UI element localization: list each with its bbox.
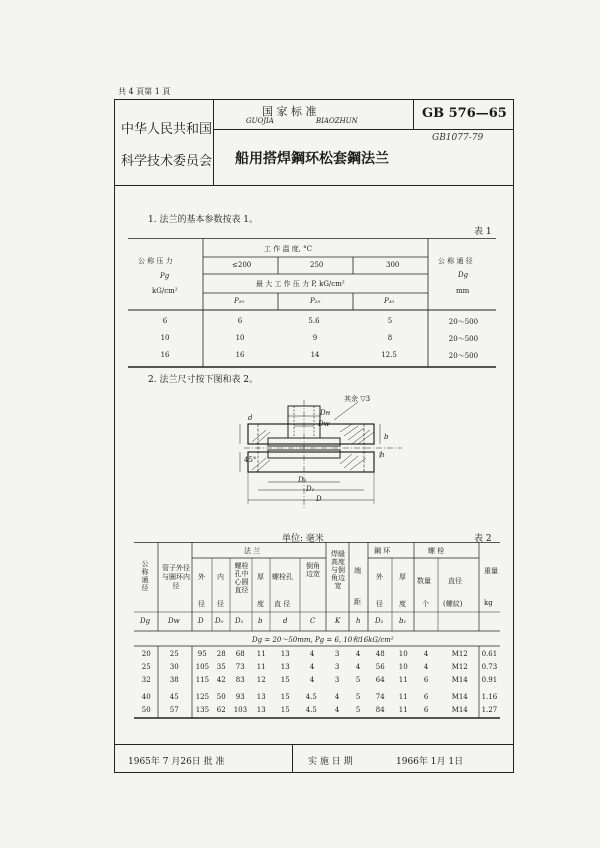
t1-cell: 8 <box>387 334 393 342</box>
t2-cell: 11 <box>398 693 408 701</box>
t2-h-dw: 管子外径与圈环内径 <box>162 564 190 591</box>
t2-cell: 38 <box>169 676 179 684</box>
t2-cell: 4 <box>334 706 340 714</box>
t2-cell: 4 <box>355 650 361 658</box>
issuer-line2: 科学技术委员会 <box>121 154 213 169</box>
t2-cell: 10 <box>398 650 408 658</box>
standard-type: 国 家 标 准 <box>262 105 317 118</box>
t2-cell: 93 <box>235 693 245 701</box>
t2-h-inner: 内 <box>217 573 224 581</box>
dim-d1: D₁ <box>306 485 315 493</box>
t2-cell: 12 <box>256 676 266 684</box>
dim-dw: Dw <box>318 420 330 428</box>
t1-h-temp: 工 作 温 度, °C <box>264 245 312 253</box>
t2-cell: 6 <box>423 676 429 684</box>
t1-h-p2: P₂₅ <box>310 297 321 305</box>
page-frame-left <box>114 185 115 744</box>
t2-cell: 4.5 <box>305 693 317 701</box>
t2-s-b: b <box>258 617 263 625</box>
t2-cell: 13 <box>256 706 266 714</box>
t1-h-pressure: 公 称 压 力 <box>138 257 173 265</box>
t1-h-dn-unit: mm <box>456 287 470 295</box>
t2-cell: 0.73 <box>481 663 498 671</box>
header-left-rule <box>114 99 115 185</box>
t2-h-weight: 重量 <box>484 567 498 575</box>
t2-cell: 4 <box>355 663 361 671</box>
t2-cell: 15 <box>280 676 290 684</box>
t2-cell: 3 <box>334 663 340 671</box>
t1-cell: 12.5 <box>381 351 397 359</box>
surface-roughness-note: 其余 ▽3 <box>344 395 371 403</box>
page-frame-right <box>513 99 514 744</box>
header-bottom-rule <box>114 185 514 186</box>
table2-label: 表 2 <box>474 534 492 544</box>
dim-d: d <box>248 414 253 422</box>
footer-left-rule <box>114 744 115 772</box>
t2-h-weld: 焊縫高度与倒角边宽 <box>331 550 345 591</box>
header-divider-1 <box>213 99 214 185</box>
t2-cell: 103 <box>233 706 248 714</box>
t2-cell: 50 <box>216 693 226 701</box>
t2-cell: 135 <box>195 706 210 714</box>
t1-cell: 16 <box>235 351 245 359</box>
effective-label: 实 施 日 期 <box>308 757 353 767</box>
t1-cell: 20～500 <box>448 335 479 343</box>
t2-cell: 13 <box>256 693 266 701</box>
t2-cell: 11 <box>398 706 408 714</box>
t2-cell: M14 <box>451 676 468 684</box>
section2-text: 2. 法兰尺寸按下图和表 2。 <box>148 375 259 385</box>
table1 <box>128 238 496 368</box>
t2-cell: 68 <box>235 650 245 658</box>
t2-cell: 25 <box>141 663 151 671</box>
t2-cell: 1.16 <box>481 693 498 701</box>
t2-cell: 115 <box>195 676 210 684</box>
t2-cell: 95 <box>197 650 207 658</box>
t1-cell: 20～500 <box>448 318 479 326</box>
t2-cell: 4.5 <box>305 706 317 714</box>
dim-d0: D₀ <box>298 476 307 484</box>
t2-cell: 45 <box>169 693 179 701</box>
t2-s-dg: Dg <box>140 617 151 625</box>
t2-cell: 4 <box>423 663 429 671</box>
t2-h-ring-outer: 外 <box>376 573 383 581</box>
t2-s-d: d <box>283 617 288 625</box>
t2-cell: 3 <box>334 676 340 684</box>
t2-h-thread: (螺紋) <box>443 600 463 608</box>
t2-cell: 62 <box>216 706 226 714</box>
t2-cell: 13 <box>280 663 290 671</box>
t2-s-D1: D₁ <box>235 617 244 625</box>
t1-h-maxp: 最 大 工 作 压 力 P, kG/cm² <box>256 280 345 288</box>
t1-h-pressure-unit: kG/cm² <box>152 287 178 295</box>
standard-pinyin-2: BIAOZHUN <box>316 117 358 125</box>
t2-cell: M12 <box>451 650 468 658</box>
standard-pinyin-1: GUOJIA <box>246 117 274 125</box>
t2-cell: 0.61 <box>481 650 498 658</box>
standard-number: GB 576—65 <box>422 106 507 121</box>
t2-s-D0: D₀ <box>215 617 224 625</box>
t2-s-D2: D₂ <box>375 617 384 625</box>
issuer-line1: 中华人民共和国 <box>121 122 213 137</box>
t2-h-qty-unit: 个 <box>422 600 429 608</box>
document-title: 船用搭焊鋼环松套鋼法兰 <box>235 151 389 167</box>
t2-h-hole: 螺栓孔 <box>272 573 293 581</box>
t2-cell: 105 <box>195 663 210 671</box>
t2-h-chamfer: 倒角边宽 <box>306 562 320 579</box>
t2-h-hole2: 直 径 <box>274 600 291 608</box>
t2-cell: 5 <box>355 706 361 714</box>
t1-h-t1: ≤200 <box>232 261 252 269</box>
t2-h-thick: 厚 <box>257 573 264 581</box>
header-top-rule <box>114 99 514 100</box>
t2-s-dw: Dw <box>168 617 180 625</box>
dim-h: h <box>380 451 385 459</box>
t2-cell: 10 <box>398 663 408 671</box>
t2-cell: 4 <box>309 650 315 658</box>
t2-h-thick2: 度 <box>257 600 264 608</box>
t1-cell: 6 <box>162 317 168 325</box>
header-divider-2 <box>413 99 414 129</box>
table2 <box>134 542 500 720</box>
t2-h-inner2: 径 <box>217 600 224 608</box>
t2-cell: 125 <box>195 693 210 701</box>
t2-s-D: D <box>198 617 204 625</box>
t2-cell: 30 <box>169 663 179 671</box>
t2-cell: 4 <box>334 693 340 701</box>
t2-h-flange: 法 兰 <box>244 547 261 555</box>
handwritten-alt-number: GB1077-79 <box>432 133 484 143</box>
t1-cell: 20～500 <box>448 352 479 360</box>
t2-cell: 15 <box>280 706 290 714</box>
t2-cell: 11 <box>398 676 408 684</box>
approval-date: 1965年 7 月26日 批 准 <box>128 757 225 767</box>
t2-cell: 6 <box>423 706 429 714</box>
t2-h-ring-thick: 厚 <box>399 573 406 581</box>
section1-text: 1. 法兰的基本参数按表 1。 <box>148 215 259 225</box>
effective-date: 1966年 1月 1日 <box>396 757 464 767</box>
t2-h-weight-unit: kg <box>484 599 493 607</box>
t2-cell: 4 <box>309 676 315 684</box>
t1-cell: 5.6 <box>308 317 320 325</box>
t1-h-p1: P₂₀ <box>234 297 245 305</box>
t2-s-K: K <box>335 617 341 625</box>
table2-unit: 单位: 毫米 <box>282 534 324 544</box>
t2-h-end2: 距 <box>354 598 361 606</box>
footer-bottom-rule <box>114 772 514 773</box>
t2-cell: 13 <box>280 650 290 658</box>
t2-h-bolt: 螺 栓 <box>428 547 445 555</box>
t2-cell: 11 <box>256 650 266 658</box>
t2-cell: 15 <box>280 693 290 701</box>
t2-h-ring-thick2: 度 <box>399 600 406 608</box>
t2-h-end: 端 <box>354 567 361 575</box>
t2-s-b1: b₁ <box>399 617 407 625</box>
t2-cell: 42 <box>216 676 226 684</box>
t2-cell: 25 <box>169 650 179 658</box>
dim-b: b <box>384 433 389 441</box>
t2-cell: 57 <box>169 706 179 714</box>
page-count: 共 4 頁第 1 頁 <box>118 87 171 96</box>
t2-cell: 35 <box>216 663 226 671</box>
t2-s-h: h <box>356 617 361 625</box>
t1-h-dn-sym: Dg <box>458 271 469 279</box>
t1-cell: 10 <box>235 334 245 342</box>
t1-h-pressure-sym: Pg <box>160 272 170 280</box>
footer-right-rule <box>513 744 514 772</box>
t2-cell: 1.27 <box>481 706 498 714</box>
dim-d-outer: D <box>316 495 322 503</box>
t2-cell: 74 <box>375 693 385 701</box>
t2-cell: 50 <box>141 706 151 714</box>
t2-h-ring-outer2: 径 <box>376 600 383 608</box>
t2-cell: M14 <box>451 693 468 701</box>
t1-cell: 16 <box>160 351 170 359</box>
t1-h-p3: P₃₀ <box>384 297 395 305</box>
t2-h-outer2: 径 <box>198 600 205 608</box>
t1-cell: 5 <box>387 317 393 325</box>
t2-cell: 11 <box>256 663 266 671</box>
header-mid-rule <box>213 129 514 130</box>
t2-h-dg: 公称通径 <box>141 560 149 592</box>
t2-cell: 6 <box>423 693 429 701</box>
t2-cell: 5 <box>355 676 361 684</box>
t1-h-t3: 300 <box>386 261 400 269</box>
t2-cell: 28 <box>216 650 226 658</box>
t2-cell: 5 <box>355 693 361 701</box>
t2-h-ring: 鋼 环 <box>374 547 391 555</box>
t2-cell: 56 <box>375 663 385 671</box>
t1-h-dn: 公 称 通 径 <box>438 257 473 265</box>
t2-h-dia: 直径 <box>448 577 462 585</box>
t2-cell: 4 <box>309 663 315 671</box>
t1-cell: 9 <box>312 334 318 342</box>
t1-cell: 6 <box>237 317 243 325</box>
t2-cell: 3 <box>334 650 340 658</box>
t2-s-C: C <box>310 617 316 625</box>
t2-cell: 4 <box>423 650 429 658</box>
t1-cell: 14 <box>310 351 320 359</box>
t2-cell: 64 <box>375 676 385 684</box>
table1-label: 表 1 <box>474 227 492 237</box>
t2-h-qty: 数量 <box>417 577 431 585</box>
t2-cell: 83 <box>235 676 245 684</box>
t2-cell: 32 <box>141 676 151 684</box>
footer-divider <box>292 744 293 772</box>
t2-group-note: Dg = 20～50mm, Pg = 6, 10和16kG/cm² <box>252 636 394 644</box>
t2-h-bolt-circle: 螺栓孔中心圆直径 <box>234 562 249 595</box>
dim-dn: Dн <box>320 409 331 417</box>
footer-top-rule <box>114 744 514 745</box>
t2-cell: 73 <box>235 663 245 671</box>
t2-cell: 20 <box>141 650 151 658</box>
t1-h-t2: 250 <box>310 261 324 269</box>
t2-cell: M12 <box>451 663 468 671</box>
t2-cell: M14 <box>451 706 468 714</box>
t2-cell: 84 <box>375 706 385 714</box>
t2-cell: 0.91 <box>481 676 498 684</box>
t2-cell: 48 <box>375 650 385 658</box>
dim-angle: 45° <box>244 456 257 464</box>
t2-cell: 40 <box>141 693 151 701</box>
t2-h-outer: 外 <box>198 573 205 581</box>
t1-cell: 10 <box>160 334 170 342</box>
